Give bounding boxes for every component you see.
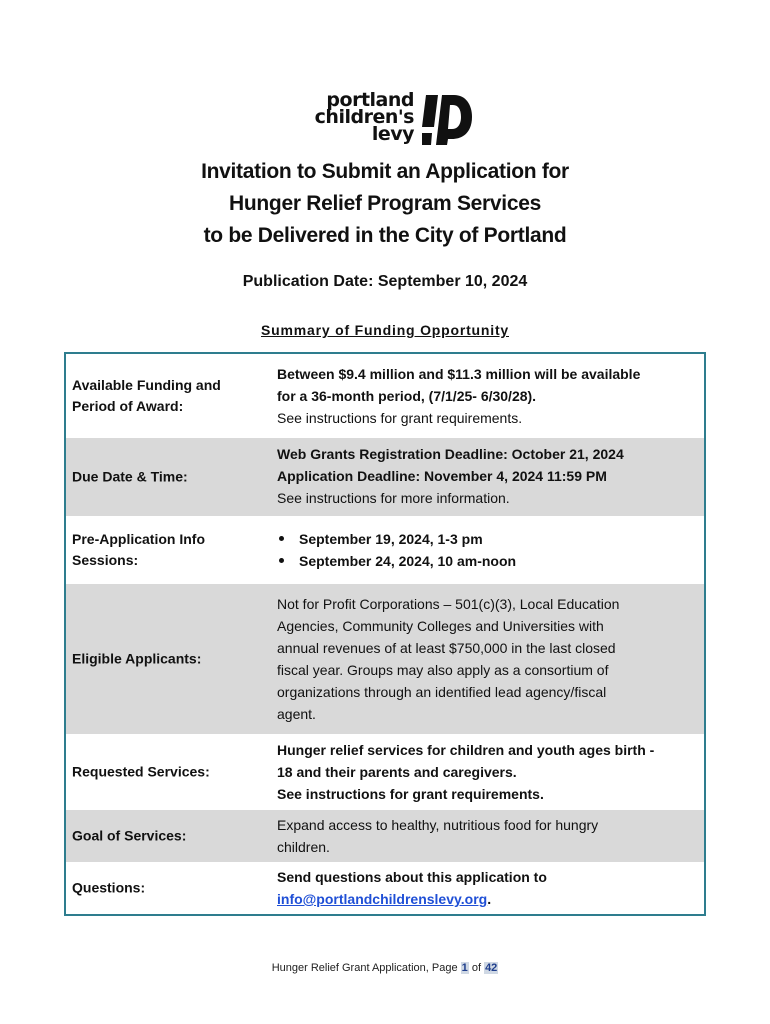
- label-due-date: Due Date & Time:: [72, 468, 188, 485]
- logo-wordmark: [314, 89, 414, 145]
- due-line-1: Web Grants Registration Deadline: October 21, 2024: [277, 446, 624, 462]
- title-line-3: to be Delivered in the City of Portland: [203, 224, 567, 247]
- eligible-line: fiscal year. Groups may also apply as a consortium of: [277, 662, 609, 678]
- title-line-2: Hunger Relief Program Services: [229, 192, 541, 215]
- questions-line-1: Send questions about this application to: [277, 869, 547, 885]
- label-eligible-applicants: Eligible Applicants:: [72, 650, 202, 667]
- due-line-2: Application Deadline: November 4, 2024 11:59 PM: [277, 468, 607, 484]
- services-line-3: See instructions for grant requirements.: [277, 786, 544, 802]
- questions-period: .: [487, 891, 492, 907]
- due-line-3: See instructions for more information.: [277, 490, 510, 506]
- title-line-1: Invitation to Submit an Application for: [201, 160, 569, 183]
- services-line-2: 18 and their parents and caregivers.: [277, 764, 517, 780]
- logo-line-childrens: children's: [314, 106, 414, 128]
- row-requested-services: [66, 734, 704, 810]
- label-questions: Questions:: [72, 879, 146, 896]
- eligible-line: agent.: [277, 706, 316, 722]
- document-title: [0, 156, 770, 252]
- summary-heading: Summary of Funding Opportunity: [261, 322, 509, 338]
- funding-line-3: See instructions for grant requirements.: [277, 410, 523, 426]
- row-due-date: [66, 438, 704, 516]
- footer-of: of: [468, 962, 485, 974]
- footer-prefix: Hunger Relief Grant Application, Page: [271, 962, 461, 974]
- value-requested-services: [277, 739, 697, 805]
- footer-page-total: 42: [485, 962, 498, 974]
- page-footer: [0, 962, 770, 974]
- session-item: September 24, 2024, 10 am-noon: [277, 550, 697, 572]
- publication-date: Publication Date: September 10, 2024: [242, 273, 528, 290]
- funding-line-2: for a 36-month period, (7/1/25- 6/30/28).: [277, 388, 537, 404]
- eligible-line: annual revenues of at least $750,000 in the last closed: [277, 640, 616, 656]
- value-available-funding: [277, 363, 697, 429]
- label-info-sessions: Pre-Application Info Sessions:: [72, 531, 205, 568]
- value-questions: [277, 866, 697, 910]
- portland-childrens-levy-logo: [296, 89, 474, 148]
- session-item: September 19, 2024, 1-3 pm: [277, 528, 697, 550]
- services-line-1: Hunger relief services for children and youth ages birth -: [277, 742, 655, 758]
- eligible-line: Agencies, Community Colleges and Universities with: [277, 618, 604, 634]
- value-info-sessions: [277, 528, 697, 572]
- row-eligible-applicants: [66, 584, 704, 734]
- row-info-sessions: [66, 516, 704, 584]
- value-goal-of-services: [277, 814, 697, 858]
- logo-line-portland: portland: [326, 89, 414, 111]
- eligible-line: organizations through an identified lead agency/fiscal: [277, 684, 607, 700]
- row-goal-of-services: [66, 810, 704, 862]
- logo-line-levy: levy: [371, 123, 414, 145]
- goal-line-2: children.: [277, 839, 330, 855]
- label-goal-of-services: Goal of Services:: [72, 827, 187, 844]
- summary-table: [64, 352, 706, 916]
- label-available-funding: Available Funding and Period of Award:: [72, 377, 221, 414]
- label-requested-services: Requested Services:: [72, 763, 210, 780]
- value-eligible-applicants: [277, 593, 697, 725]
- contact-email-link[interactable]: info@portlandchildrenslevy.org: [277, 891, 488, 907]
- eligible-line: Not for Profit Corporations – 501(c)(3), Local Education: [277, 596, 620, 612]
- row-questions: [66, 862, 704, 914]
- row-available-funding: [66, 354, 704, 438]
- value-due-date: [277, 443, 697, 509]
- footer-page-number: 1: [461, 962, 468, 974]
- goal-line-1: Expand access to healthy, nutritious food for hungry: [277, 817, 599, 833]
- logo-p-mark-icon: [422, 93, 472, 146]
- funding-line-1: Between $9.4 million and $11.3 million will be available: [277, 366, 641, 382]
